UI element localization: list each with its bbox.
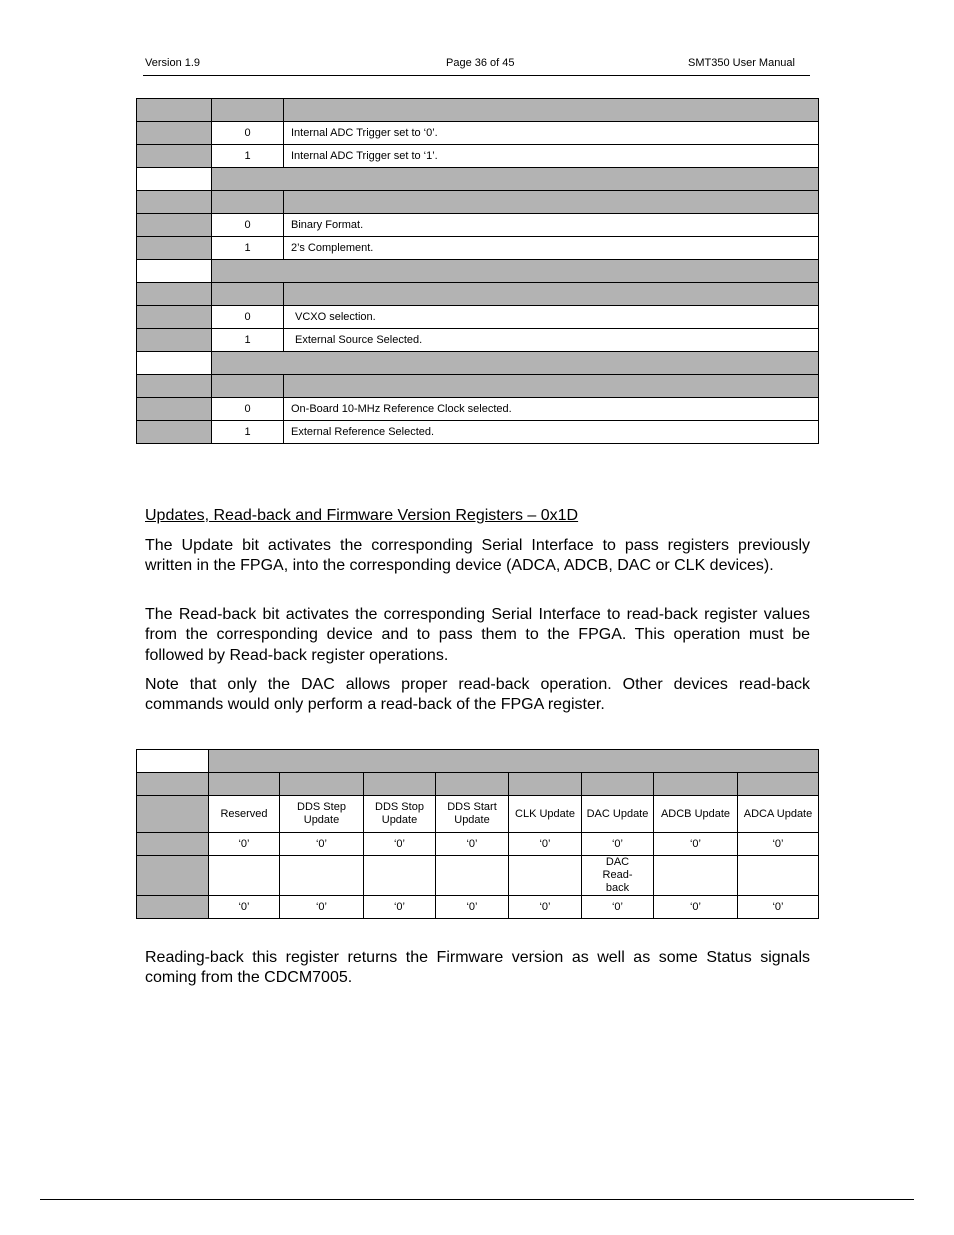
table-row bbox=[137, 329, 819, 352]
readback-bits-row bbox=[137, 856, 819, 896]
table-title-row bbox=[137, 750, 819, 773]
bit-name bbox=[738, 856, 819, 896]
header-page-number: Page 36 of 45 bbox=[446, 57, 515, 69]
table-row bbox=[137, 306, 819, 329]
closing-paragraph: Reading-back this register returns the Firmware version as well as some Status signals coming from the CDCM7005. bbox=[145, 949, 810, 987]
update-bits-row bbox=[137, 796, 819, 833]
table-row bbox=[137, 214, 819, 237]
table-header-row bbox=[137, 99, 819, 122]
bit-name: DAC Update bbox=[582, 796, 654, 833]
bit-description: VCXO selection. bbox=[284, 306, 819, 329]
bit-value: 0 bbox=[212, 214, 284, 237]
bit-name: DDS Start Update bbox=[436, 796, 509, 833]
bit-value: 0 bbox=[212, 306, 284, 329]
header-version: Version 1.9 bbox=[145, 57, 201, 69]
bit-default: ‘0’ bbox=[209, 833, 280, 856]
bit-default: ‘0’ bbox=[436, 833, 509, 856]
bit-default: ‘0’ bbox=[364, 896, 436, 919]
section-paragraph: The Update bit activates the corresponding Serial Interface to pass registers previously written in the FPGA, into the corresponding device (ADCA, ADCB, DAC or CLK devices). bbox=[145, 537, 810, 575]
bit-description: Internal ADC Trigger set to ‘1’. bbox=[284, 145, 819, 168]
bit-default: ‘0’ bbox=[209, 896, 280, 919]
update-defaults-row bbox=[137, 833, 819, 856]
bit-default: ‘0’ bbox=[509, 833, 582, 856]
bit-name: ADCA Update bbox=[738, 796, 819, 833]
bit-value: 0 bbox=[212, 398, 284, 421]
table-row bbox=[137, 398, 819, 421]
bit-name bbox=[509, 856, 582, 896]
bit-value: 1 bbox=[212, 145, 284, 168]
bit-default: ‘0’ bbox=[738, 833, 819, 856]
readback-defaults-row bbox=[137, 896, 819, 919]
bit-default: ‘0’ bbox=[509, 896, 582, 919]
bit-description: Binary Format. bbox=[284, 214, 819, 237]
register-bit-table bbox=[136, 749, 819, 919]
header-document-title: SMT350 User Manual bbox=[688, 57, 795, 69]
bit-description-table bbox=[136, 98, 819, 444]
bit-description: Internal ADC Trigger set to ‘0’. bbox=[284, 122, 819, 145]
bit-name bbox=[436, 856, 509, 896]
bit-name: Reserved bbox=[209, 796, 280, 833]
bit-value: 0 bbox=[212, 122, 284, 145]
table-row bbox=[137, 421, 819, 444]
bit-default: ‘0’ bbox=[364, 833, 436, 856]
table-row bbox=[137, 122, 819, 145]
table-header-row bbox=[137, 773, 819, 796]
bit-default: ‘0’ bbox=[654, 896, 738, 919]
bit-value: 1 bbox=[212, 329, 284, 352]
bit-name bbox=[654, 856, 738, 896]
footer-divider bbox=[40, 1199, 914, 1200]
bit-description: External Source Selected. bbox=[284, 329, 819, 352]
bit-name: DDS Stop Update bbox=[364, 796, 436, 833]
bit-description: 2’s Complement. bbox=[284, 237, 819, 260]
table-header-row bbox=[137, 191, 819, 214]
table-section-row bbox=[137, 168, 819, 191]
bit-name: CLK Update bbox=[509, 796, 582, 833]
bit-default: ‘0’ bbox=[280, 896, 364, 919]
table-header-row bbox=[137, 283, 819, 306]
section-paragraph: The Read-back bit activates the corresponding Serial Interface to read-back register values from the corresponding device and to pass them to the FPGA. This operation must be followed by Read-back register operations. bbox=[145, 606, 810, 664]
table-row bbox=[137, 145, 819, 168]
table-header-row bbox=[137, 375, 819, 398]
bit-description: External Reference Selected. bbox=[284, 421, 819, 444]
bit-default: ‘0’ bbox=[582, 896, 654, 919]
bit-default: ‘0’ bbox=[738, 896, 819, 919]
bit-name bbox=[364, 856, 436, 896]
bit-description: On-Board 10-MHz Reference Clock selected. bbox=[284, 398, 819, 421]
bit-value: 1 bbox=[212, 237, 284, 260]
table-row bbox=[137, 237, 819, 260]
bit-default: ‘0’ bbox=[280, 833, 364, 856]
table-section-row bbox=[137, 260, 819, 283]
bit-name bbox=[280, 856, 364, 896]
header-divider bbox=[143, 75, 810, 76]
bit-name bbox=[209, 856, 280, 896]
bit-default: ‘0’ bbox=[654, 833, 738, 856]
table-section-row bbox=[137, 352, 819, 375]
section-paragraph: Note that only the DAC allows proper read-back operation. Other devices read-back commands would only perform a read-back of the FPGA register. bbox=[145, 676, 810, 714]
bit-name: DAC Read-back bbox=[582, 856, 654, 896]
bit-default: ‘0’ bbox=[582, 833, 654, 856]
section-title: Updates, Read-back and Firmware Version Registers – 0x1D bbox=[145, 507, 579, 524]
bit-name: DDS Step Update bbox=[280, 796, 364, 833]
bit-value: 1 bbox=[212, 421, 284, 444]
bit-name: ADCB Update bbox=[654, 796, 738, 833]
bit-default: ‘0’ bbox=[436, 896, 509, 919]
